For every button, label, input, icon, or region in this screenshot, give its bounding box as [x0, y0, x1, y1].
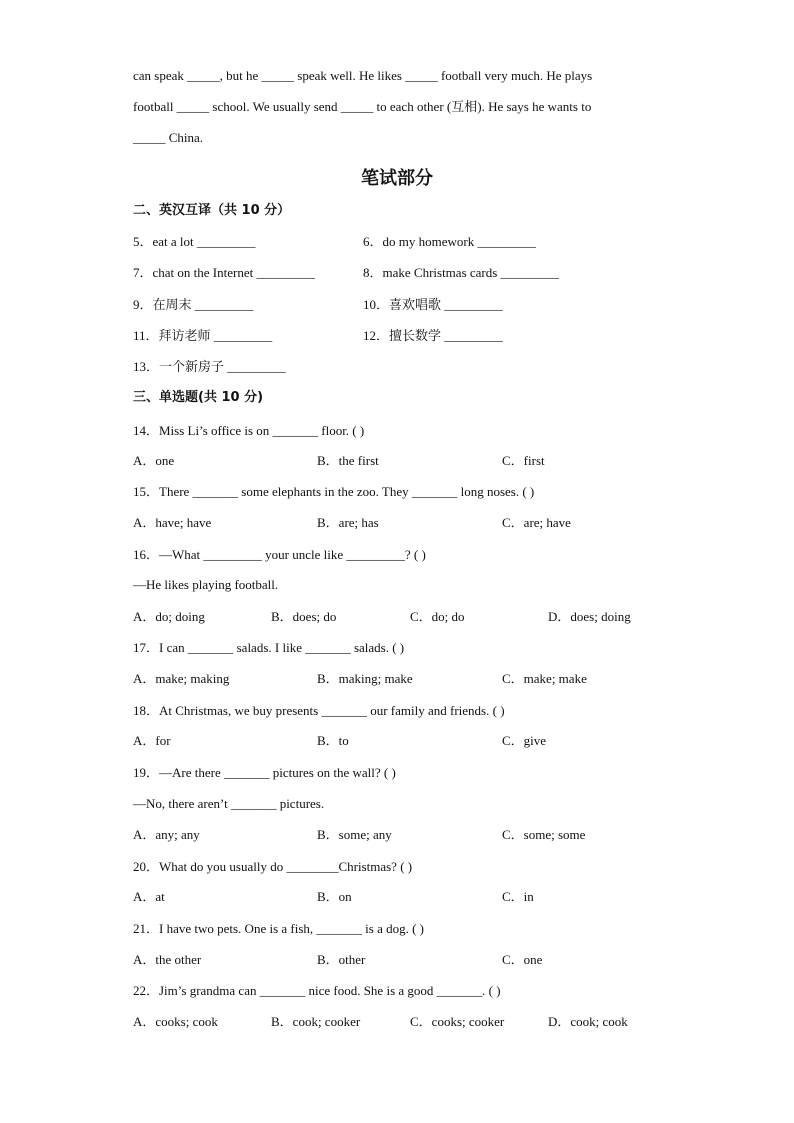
option-c: C．make; make: [502, 671, 587, 686]
translation-item: 13．一个新房子 _________: [133, 359, 286, 374]
option-c: C．one: [502, 952, 543, 967]
passage-line-2: football _____ school. We usually send _____ to each other (互相). He says he wants to: [133, 99, 592, 114]
question-18: 18．At Christmas, we buy presents _______ our family and friends. ( ): [133, 703, 505, 718]
option-c: C．in: [502, 889, 534, 904]
option-a: A．make; making: [133, 671, 230, 686]
question-19: 19．—Are there _______ pictures on the wall? ( ): [133, 765, 396, 780]
passage-line-3: _____ China.: [133, 130, 204, 145]
options-19: [133, 827, 693, 843]
options-15: [133, 515, 693, 531]
option-a: A．any; any: [133, 827, 200, 842]
translation-item: 7．chat on the Internet _________: [133, 265, 315, 280]
translation-row: [133, 265, 693, 281]
option-b: B．on: [317, 889, 352, 904]
option-b: B．are; has: [317, 515, 379, 530]
option-c: C．give: [502, 733, 547, 748]
translation-item: 11．拜访老师 _________: [133, 328, 273, 343]
translation-row: [133, 297, 693, 313]
translation-row: [133, 234, 693, 250]
options-16: [133, 609, 693, 625]
option-c: C．some; some: [502, 827, 586, 842]
section-heading-choice: 三、单选题(共 10 分): [133, 390, 264, 405]
option-a: A．cooks; cook: [133, 1014, 218, 1029]
option-a: A．for: [133, 733, 171, 748]
question-17: 17．I can _______ salads. I like _______ salads. ( ): [133, 640, 405, 655]
option-a: A．do; doing: [133, 609, 205, 624]
question-14: 14．Miss Li’s office is on _______ floor. ( ): [133, 423, 365, 438]
question-16-reply: —He likes playing football.: [133, 577, 279, 592]
options-17: [133, 671, 693, 687]
option-d: D．cook; cook: [548, 1014, 628, 1029]
option-a: A．at: [133, 889, 165, 904]
translation-row: [133, 328, 693, 344]
option-d: D．does; doing: [548, 609, 631, 624]
question-16: 16．—What _________ your uncle like _________? ( ): [133, 547, 426, 562]
option-a: A．have; have: [133, 515, 212, 530]
options-22: [133, 1014, 693, 1030]
question-21: 21．I have two pets. One is a fish, _______ is a dog. ( ): [133, 921, 425, 936]
question-19-reply: —No, there aren’t _______ pictures.: [133, 796, 325, 811]
option-b: B．other: [317, 952, 366, 967]
translation-item: 6．do my homework _________: [363, 234, 536, 249]
passage-line-1: can speak _____, but he _____ speak well. He likes _____ football very much. He plays: [133, 68, 593, 83]
option-c: C．cooks; cooker: [410, 1014, 505, 1029]
translation-row: [133, 359, 693, 375]
translation-item: 9．在周末 _________: [133, 297, 254, 312]
options-18: [133, 733, 693, 749]
page-title: 笔试部分: [361, 168, 433, 189]
option-c: C．are; have: [502, 515, 571, 530]
translation-item: 10．喜欢唱歌 _________: [363, 297, 503, 312]
translation-item: 5．eat a lot _________: [133, 234, 256, 249]
section-heading-translation: 二、英汉互译（共 10 分）: [133, 203, 291, 218]
question-20: 20．What do you usually do ________Christmas? ( ): [133, 859, 413, 874]
option-c: C．first: [502, 453, 545, 468]
translation-item: 8．make Christmas cards _________: [363, 265, 560, 280]
options-20: [133, 889, 693, 905]
question-22: 22．Jim’s grandma can _______ nice food. She is a good _______. ( ): [133, 983, 501, 998]
option-b: B．to: [317, 733, 349, 748]
option-a: A．the other: [133, 952, 202, 967]
translation-item: 12．擅长数学 _________: [363, 328, 503, 343]
question-15: 15．There _______ some elephants in the zoo. They _______ long noses. ( ): [133, 484, 535, 499]
option-b: B．making; make: [317, 671, 413, 686]
option-c: C．do; do: [410, 609, 465, 624]
options-21: [133, 952, 693, 968]
option-b: B．some; any: [317, 827, 392, 842]
option-a: A．one: [133, 453, 175, 468]
options-14: [133, 453, 693, 469]
option-b: B．does; do: [271, 609, 337, 624]
option-b: B．the first: [317, 453, 379, 468]
option-b: B．cook; cooker: [271, 1014, 361, 1029]
